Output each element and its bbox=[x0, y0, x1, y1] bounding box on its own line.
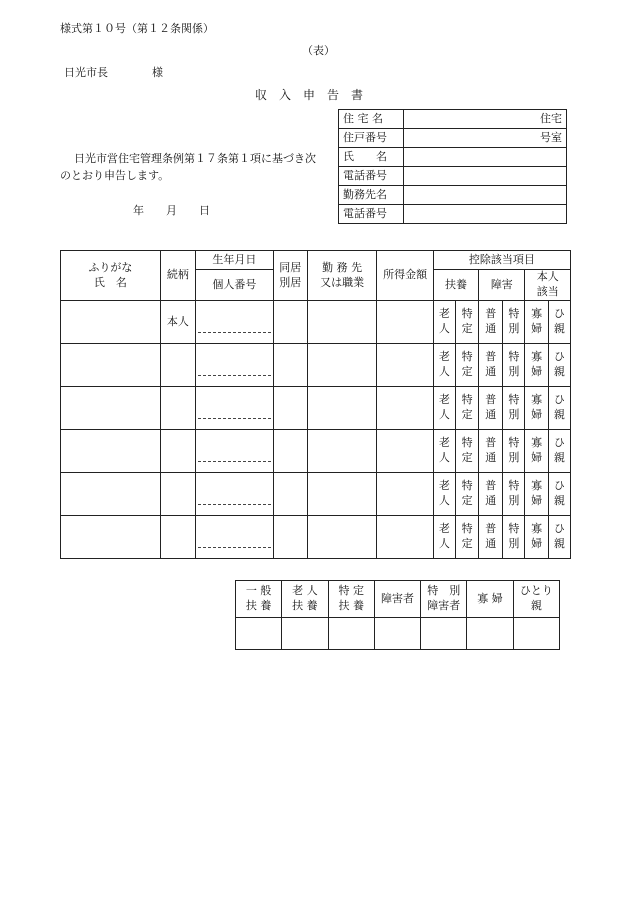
cell-workplace[interactable] bbox=[307, 430, 377, 473]
form-number: 様式第１０号（第１２条関係） bbox=[60, 22, 214, 35]
summary-table bbox=[235, 580, 560, 650]
cell-deduction-mark[interactable]: ひ 親 bbox=[548, 516, 570, 559]
cell-cohabit[interactable] bbox=[273, 473, 307, 516]
cell-deduction-mark[interactable]: 老 人 bbox=[433, 344, 455, 387]
cell-member-name[interactable] bbox=[61, 473, 161, 516]
summary-header: 特 定 扶 養 bbox=[328, 581, 374, 618]
cell-relation[interactable]: 本人 bbox=[160, 301, 195, 344]
cell-deduction-mark[interactable]: 特 定 bbox=[455, 301, 478, 344]
summary-header: ひとり 親 bbox=[513, 581, 559, 618]
header-birthdate: 生年月日 bbox=[196, 251, 274, 270]
declaration-line-2: のとおり申告します。 bbox=[60, 169, 170, 182]
cell-deduction-mark[interactable]: 普 通 bbox=[479, 473, 503, 516]
header-support: 扶養 bbox=[433, 270, 478, 301]
cell-deduction-mark[interactable]: 老 人 bbox=[433, 516, 455, 559]
cell-member-name[interactable] bbox=[61, 301, 161, 344]
cell-workplace[interactable] bbox=[307, 344, 377, 387]
cell-deduction-mark[interactable]: 特 定 bbox=[455, 344, 478, 387]
cell-deduction-mark[interactable]: 特 定 bbox=[455, 387, 478, 430]
table-row bbox=[61, 473, 571, 516]
label-phone: 電話番号 bbox=[339, 167, 404, 186]
table-row bbox=[61, 516, 571, 559]
cell-relation[interactable] bbox=[160, 430, 195, 473]
addressee: 日光市長 様 bbox=[64, 66, 163, 79]
summary-header: 一 般 扶 養 bbox=[236, 581, 282, 618]
cell-deduction-mark[interactable]: 普 通 bbox=[479, 516, 503, 559]
date-line: 年 月 日 bbox=[133, 204, 210, 217]
cell-deduction-mark[interactable]: 寡 婦 bbox=[525, 387, 548, 430]
cell-cohabit[interactable] bbox=[273, 344, 307, 387]
cell-workplace[interactable] bbox=[307, 516, 377, 559]
field-name[interactable] bbox=[404, 148, 567, 167]
cell-deduction-mark[interactable]: 普 通 bbox=[479, 387, 503, 430]
label-workplace-phone: 電話番号 bbox=[339, 205, 404, 224]
summary-header: 特 別 障害者 bbox=[421, 581, 467, 618]
cell-member-name[interactable] bbox=[61, 344, 161, 387]
summary-value-cell[interactable] bbox=[513, 618, 559, 650]
header-personal-number: 個人番号 bbox=[196, 270, 274, 301]
table-row bbox=[61, 344, 571, 387]
cell-birthdate-number[interactable] bbox=[196, 430, 274, 473]
cell-deduction-mark[interactable]: 特 定 bbox=[455, 430, 478, 473]
cell-deduction-mark[interactable]: ひ 親 bbox=[548, 473, 570, 516]
cell-deduction-mark[interactable]: ひ 親 bbox=[548, 301, 570, 344]
cell-deduction-mark[interactable]: 老 人 bbox=[433, 430, 455, 473]
cell-workplace[interactable] bbox=[307, 473, 377, 516]
cell-member-name[interactable] bbox=[61, 430, 161, 473]
cell-birthdate-number[interactable] bbox=[196, 344, 274, 387]
cell-deduction-mark[interactable]: 寡 婦 bbox=[525, 473, 548, 516]
label-workplace: 勤務先名 bbox=[339, 186, 404, 205]
cell-birthdate-number[interactable] bbox=[196, 473, 274, 516]
cell-cohabit[interactable] bbox=[273, 301, 307, 344]
cell-income[interactable] bbox=[377, 516, 433, 559]
cell-workplace[interactable] bbox=[307, 387, 377, 430]
summary-value-cell[interactable] bbox=[467, 618, 513, 650]
cell-deduction-mark[interactable]: ひ 親 bbox=[548, 430, 570, 473]
cell-income[interactable] bbox=[377, 344, 433, 387]
field-unit-number[interactable]: 号室 bbox=[404, 129, 567, 148]
side-label: （表） bbox=[302, 44, 335, 57]
household-table bbox=[60, 250, 571, 559]
cell-birthdate-number[interactable] bbox=[196, 387, 274, 430]
cell-deduction-mark[interactable]: 老 人 bbox=[433, 301, 455, 344]
cell-income[interactable] bbox=[377, 430, 433, 473]
cell-deduction-mark[interactable]: ひ 親 bbox=[548, 344, 570, 387]
cell-relation[interactable] bbox=[160, 387, 195, 430]
header-name: ふりがな 氏 名 bbox=[61, 251, 161, 301]
cell-workplace[interactable] bbox=[307, 301, 377, 344]
header-disability: 障害 bbox=[479, 270, 525, 301]
cell-relation[interactable] bbox=[160, 473, 195, 516]
cell-cohabit[interactable] bbox=[273, 516, 307, 559]
cell-deduction-mark[interactable]: 特 別 bbox=[503, 387, 525, 430]
label-name: 氏 名 bbox=[339, 148, 404, 167]
cell-deduction-mark[interactable]: 特 定 bbox=[455, 473, 478, 516]
summary-value-cell[interactable] bbox=[328, 618, 374, 650]
header-workplace: 勤 務 先 又は職業 bbox=[307, 251, 377, 301]
cell-deduction-mark[interactable]: 寡 婦 bbox=[525, 430, 548, 473]
declaration-line-1: 日光市営住宅管理条例第１７条第１項に基づき次 bbox=[74, 152, 316, 165]
cell-deduction-mark[interactable]: 寡 婦 bbox=[525, 516, 548, 559]
label-housing-name: 住 宅 名 bbox=[339, 110, 404, 129]
table-row bbox=[61, 301, 571, 344]
cell-member-name[interactable] bbox=[61, 516, 161, 559]
cell-birthdate-number[interactable] bbox=[196, 301, 274, 344]
header-relation: 続柄 bbox=[160, 251, 195, 301]
summary-header: 寡 婦 bbox=[467, 581, 513, 618]
cell-deduction-mark[interactable]: 老 人 bbox=[433, 387, 455, 430]
cell-deduction-mark[interactable]: 特 別 bbox=[503, 516, 525, 559]
cell-deduction-mark[interactable]: 寡 婦 bbox=[525, 301, 548, 344]
cell-deduction-mark[interactable]: 普 通 bbox=[479, 430, 503, 473]
summary-header: 障害者 bbox=[374, 581, 420, 618]
cell-birthdate-number[interactable] bbox=[196, 516, 274, 559]
summary-value-cell[interactable] bbox=[282, 618, 328, 650]
summary-value-cell[interactable] bbox=[374, 618, 420, 650]
cell-cohabit[interactable] bbox=[273, 387, 307, 430]
table-row bbox=[61, 430, 571, 473]
summary-value-cell[interactable] bbox=[421, 618, 467, 650]
cell-deduction-mark[interactable]: 寡 婦 bbox=[525, 344, 548, 387]
summary-header: 老 人 扶 養 bbox=[282, 581, 328, 618]
table-row bbox=[61, 387, 571, 430]
cell-income[interactable] bbox=[377, 473, 433, 516]
header-self: 本人 該当 bbox=[525, 270, 571, 301]
cell-cohabit[interactable] bbox=[273, 430, 307, 473]
field-workplace[interactable] bbox=[404, 186, 567, 205]
cell-deduction-mark[interactable]: 特 別 bbox=[503, 344, 525, 387]
cell-income[interactable] bbox=[377, 387, 433, 430]
field-workplace-phone[interactable] bbox=[404, 205, 567, 224]
cell-deduction-mark[interactable]: 特 別 bbox=[503, 473, 525, 516]
header-cohabit: 同居 別居 bbox=[273, 251, 307, 301]
cell-deduction-mark[interactable]: 特 別 bbox=[503, 301, 525, 344]
cell-deduction-mark[interactable]: 普 通 bbox=[479, 301, 503, 344]
cell-deduction-mark[interactable]: ひ 親 bbox=[548, 387, 570, 430]
cell-deduction-mark[interactable]: 普 通 bbox=[479, 344, 503, 387]
summary-value-cell[interactable] bbox=[236, 618, 282, 650]
cell-deduction-mark[interactable]: 特 定 bbox=[455, 516, 478, 559]
header-income: 所得金額 bbox=[377, 251, 433, 301]
cell-member-name[interactable] bbox=[61, 387, 161, 430]
document-title: 収 入 申 告 書 bbox=[255, 88, 364, 102]
field-phone[interactable] bbox=[404, 167, 567, 186]
cell-relation[interactable] bbox=[160, 344, 195, 387]
field-housing-name[interactable]: 住宅 bbox=[404, 110, 567, 129]
cell-deduction-mark[interactable]: 特 別 bbox=[503, 430, 525, 473]
cell-deduction-mark[interactable]: 老 人 bbox=[433, 473, 455, 516]
applicant-box bbox=[338, 109, 567, 224]
header-deduction-group: 控除該当項目 bbox=[433, 251, 570, 270]
label-unit-number: 住戸番号 bbox=[339, 129, 404, 148]
cell-relation[interactable] bbox=[160, 516, 195, 559]
cell-income[interactable] bbox=[377, 301, 433, 344]
